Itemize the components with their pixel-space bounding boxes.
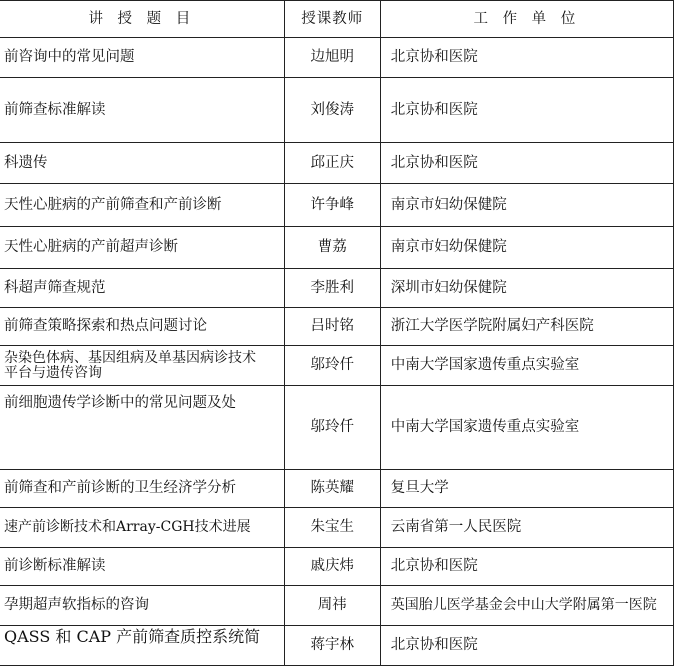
topic-cell: 科遗传 <box>0 143 284 184</box>
teacher-cell: 邬玲仟 <box>284 346 380 386</box>
topic-cell: 前诊断标准解读 <box>0 548 284 586</box>
unit-cell: 北京协和医院 <box>380 143 673 184</box>
teacher-cell: 李胜利 <box>284 269 380 308</box>
topic-cell: 前筛查和产前诊断的卫生经济学分析 <box>0 470 284 508</box>
topic-cell: QASS 和 CAP 产前筛查质控系统简 <box>0 626 284 666</box>
table-row <box>0 78 674 143</box>
table-row <box>0 626 674 666</box>
topic-cell: 前筛查标准解读 <box>0 78 284 143</box>
header-topic: 讲 授 题 目 <box>0 1 284 38</box>
teacher-cell: 周祎 <box>284 586 380 626</box>
teacher-cell: 朱宝生 <box>284 508 380 548</box>
unit-cell: 云南省第一人民医院 <box>380 508 673 548</box>
teacher-cell: 陈英耀 <box>284 470 380 508</box>
unit-cell: 北京协和医院 <box>380 78 673 143</box>
table-row <box>0 548 674 586</box>
unit-cell: 北京协和医院 <box>380 626 673 666</box>
topic-cell: 前筛查策略探索和热点问题讨论 <box>0 308 284 346</box>
topic-cell: 天性心脏病的产前筛查和产前诊断 <box>0 184 284 227</box>
topic-cell: 孕期超声软指标的咨询 <box>0 586 284 626</box>
topic-cell <box>0 386 284 470</box>
teacher-cell: 吕时铭 <box>284 308 380 346</box>
teacher-cell: 刘俊涛 <box>284 78 380 143</box>
table-row <box>0 470 674 508</box>
teacher-cell: 曹荔 <box>284 227 380 269</box>
teacher-cell: 边旭明 <box>284 38 380 78</box>
unit-cell: 英国胎儿医学基金会中山大学附属第一医院 <box>380 586 673 626</box>
topic-cell: 科超声筛查规范 <box>0 269 284 308</box>
unit-cell: 中南大学国家遗传重点实验室 <box>380 346 673 386</box>
table-row <box>0 586 674 626</box>
header-unit: 工 作 单 位 <box>380 1 673 38</box>
unit-cell: 南京市妇幼保健院 <box>380 227 673 269</box>
table-row <box>0 184 674 227</box>
unit-cell: 北京协和医院 <box>380 548 673 586</box>
table-header-row <box>0 1 674 38</box>
topic-text: 前细胞遗传学诊断中的常见问题及处 <box>4 395 236 411</box>
teacher-cell: 邬玲仟 <box>284 386 380 470</box>
unit-cell: 深圳市妇幼保健院 <box>380 269 673 308</box>
unit-cell: 中南大学国家遗传重点实验室 <box>380 386 673 470</box>
topic-cell: 速产前诊断技术和Array-CGH技术进展 <box>0 508 284 548</box>
unit-cell: 北京协和医院 <box>380 38 673 78</box>
topic-cell: 天性心脏病的产前超声诊断 <box>0 227 284 269</box>
table-row <box>0 308 674 346</box>
table-row <box>0 508 674 548</box>
teacher-cell: 蒋宇林 <box>284 626 380 666</box>
unit-cell: 南京市妇幼保健院 <box>380 184 673 227</box>
table-row <box>0 143 674 184</box>
teacher-cell: 许争峰 <box>284 184 380 227</box>
teacher-cell: 戚庆炜 <box>284 548 380 586</box>
table-row <box>0 227 674 269</box>
table-row <box>0 269 674 308</box>
header-teacher: 授课教师 <box>284 1 380 38</box>
table-row <box>0 38 674 78</box>
topic-cell: 杂染色体病、基因组病及单基因病诊技术平台与遗传咨询 <box>0 346 284 386</box>
unit-cell: 复旦大学 <box>380 470 673 508</box>
unit-cell: 浙江大学医学院附属妇产科医院 <box>380 308 673 346</box>
topic-cell: 前咨询中的常见问题 <box>0 38 284 78</box>
table-row <box>0 346 674 386</box>
teacher-cell: 邱正庆 <box>284 143 380 184</box>
table-row <box>0 386 674 470</box>
